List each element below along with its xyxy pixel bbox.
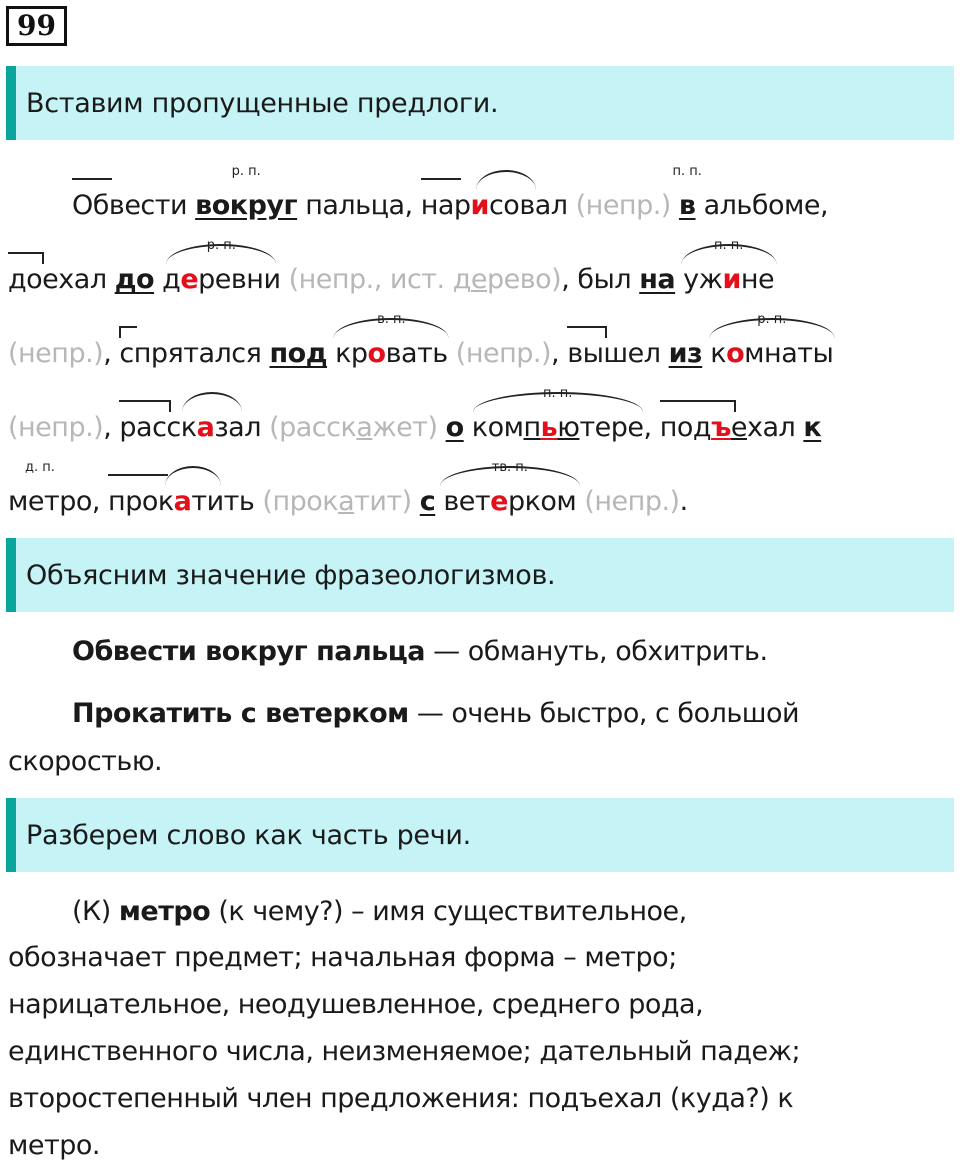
case-label: тв. п. <box>491 460 528 475</box>
prefix-mark <box>119 400 171 412</box>
case-label: р. п. <box>757 312 787 327</box>
section-title: Вставим пропущенные предлоги. <box>26 87 499 119</box>
preposition-na: на <box>639 264 676 295</box>
preposition-vokrug: р. п. вокруг <box>195 188 297 224</box>
analysis-line: нарицательное, неодушевленное, среднего рода, <box>8 989 704 1020</box>
phrase-definition-2 <box>8 696 799 732</box>
word-narisoval: нарисовал <box>421 188 568 224</box>
phrase-meaning: — очень быстро, с большой <box>408 698 800 729</box>
phrase-term: Прокатить с ветерком <box>72 698 409 729</box>
word-podyehal: подъехал <box>660 410 796 446</box>
word-prokatit: прокатить <box>108 484 254 520</box>
word-spryatalsya: спрятался <box>119 336 261 372</box>
word-obvesti: Обвести <box>72 188 187 224</box>
analysis-line: обозначает предмет; начальная форма – метро; <box>8 942 677 973</box>
word-doehal: доехал <box>8 262 107 298</box>
preposition-v: п. п. в <box>679 188 696 224</box>
case-label: п. п. <box>542 386 573 401</box>
section-title: Разберем слово как часть речи. <box>26 819 471 851</box>
word-komnaty: р. п. комнаты <box>710 336 833 372</box>
word-vyshel: вышел <box>567 336 660 372</box>
ending-arc <box>681 244 776 264</box>
section-header-phraseologisms <box>6 538 954 612</box>
ending-arc <box>473 392 643 412</box>
preposition-pod: под <box>269 338 327 369</box>
ending-arc <box>334 318 449 338</box>
ending-arc <box>709 318 834 338</box>
root-arc <box>476 170 536 190</box>
root-arc <box>182 392 242 412</box>
prefix-mark <box>660 400 736 412</box>
exercise-line-3: (непр.), спрятался под в. п. кровать (непр.), вышел из р. п. комнаты <box>8 336 833 372</box>
analysis-line: метро. <box>8 1130 100 1161</box>
prefix-mark <box>8 252 44 264</box>
word-rasskazal: рассказал <box>119 410 261 446</box>
case-label: п. п. <box>713 238 744 253</box>
preposition-iz: из <box>668 338 703 369</box>
word-metro: д. п. метро <box>8 484 92 520</box>
section-title: Объясним значение фразеологизмов. <box>26 559 556 591</box>
ending-arc <box>166 244 276 264</box>
prefix-mark <box>567 326 607 338</box>
word-uzhine: п. п. ужине <box>683 262 774 298</box>
analysis-line-1: (К) метро (к чему?) – имя существительное, <box>72 896 687 927</box>
case-label: п. п. <box>672 164 702 179</box>
phrase-definition-1 <box>8 634 768 670</box>
prefix-mark <box>119 326 137 338</box>
phrase-meaning: — обмануть, обхитрить. <box>425 636 768 667</box>
exercise-number: 99 <box>6 6 67 46</box>
exercise-line-2: доехал до р. п. деревни (непр., ист. дерево), был на п. п. ужине <box>8 262 774 298</box>
preposition-s: с <box>419 486 436 517</box>
word-krovat: в. п. кровать <box>335 336 448 372</box>
preposition-o: о <box>445 412 464 443</box>
prefix-mark <box>421 178 461 190</box>
preposition-do: до <box>114 264 155 295</box>
preposition-k: к <box>803 412 822 443</box>
case-label: р. п. <box>231 164 261 179</box>
prefix-mark <box>72 178 112 190</box>
ending-arc <box>440 466 580 486</box>
root-arc <box>165 466 221 486</box>
case-label: д. п. <box>25 460 55 475</box>
case-label: в. п. <box>377 312 406 327</box>
word-derevni: р. п. деревни <box>162 262 280 298</box>
case-label: р. п. <box>206 238 236 253</box>
prefix-mark <box>108 474 168 486</box>
analysis-line: второстепенный член предложения: подъехал (куда?) к <box>8 1083 794 1114</box>
word-veterkom: тв. п. ветерком <box>443 484 576 520</box>
word-kompyutere: п. п. компьютере <box>472 410 644 446</box>
section-header-insert-prepositions <box>6 66 954 140</box>
exercise-line-5: д. п. метро, прокатить (прокатит) с тв. п. ветерком (непр.). <box>8 484 688 520</box>
analysis-line: единственного числа, неизменяемое; дательный падеж; <box>8 1036 801 1067</box>
phrase-term: Обвести вокруг пальца <box>72 636 426 667</box>
exercise-line-4: (непр.), рассказал (расскажет) о п. п. компьютере, подъехал к <box>8 410 821 446</box>
section-header-part-of-speech <box>6 798 954 872</box>
analyzed-word: метро <box>118 896 211 927</box>
phrase-definition-2-cont: скоростью. <box>8 746 163 777</box>
exercise-line-1: Обвести р. п. вокруг пальца, нарисовал (непр.) п. п. в альбоме, <box>8 188 828 224</box>
